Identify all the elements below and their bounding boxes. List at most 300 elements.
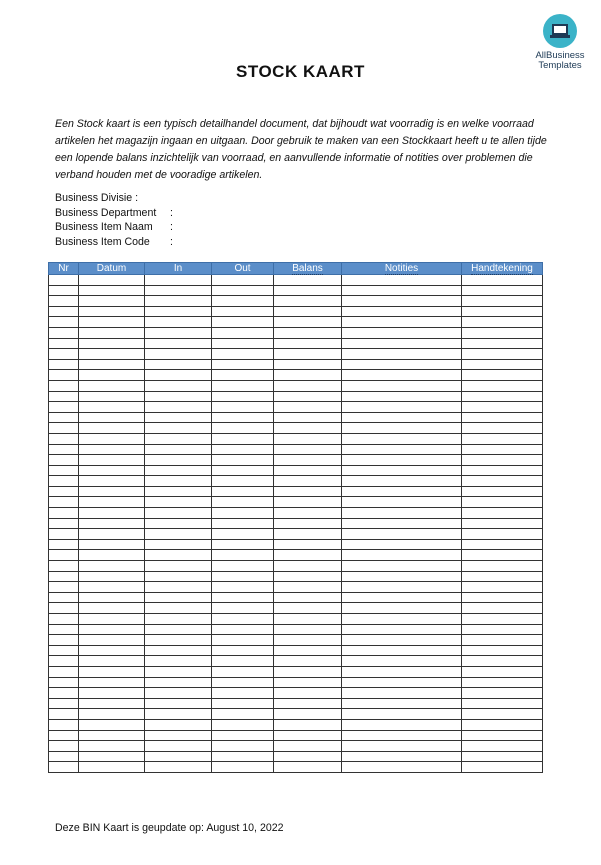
table-cell[interactable] [79,751,145,762]
table-cell[interactable] [145,465,212,476]
table-cell[interactable] [274,317,342,328]
table-cell[interactable] [274,656,342,667]
table-cell[interactable] [462,486,543,497]
table-cell[interactable] [49,391,79,402]
table-cell[interactable] [145,476,212,487]
table-cell[interactable] [49,709,79,720]
table-cell[interactable] [212,635,274,646]
table-cell[interactable] [342,476,462,487]
table-cell[interactable] [49,719,79,730]
table-cell[interactable] [212,338,274,349]
table-cell[interactable] [212,296,274,307]
table-cell[interactable] [49,635,79,646]
table-cell[interactable] [212,349,274,360]
table-cell[interactable] [274,349,342,360]
table-cell[interactable] [274,380,342,391]
table-cell[interactable] [342,359,462,370]
table-cell[interactable] [274,391,342,402]
table-cell[interactable] [212,518,274,529]
table-cell[interactable] [145,698,212,709]
table-cell[interactable] [274,433,342,444]
table-cell[interactable] [79,719,145,730]
table-cell[interactable] [79,741,145,752]
table-cell[interactable] [49,306,79,317]
table-cell[interactable] [49,476,79,487]
table-cell[interactable] [79,561,145,572]
table-cell[interactable] [145,762,212,773]
table-cell[interactable] [342,338,462,349]
table-cell[interactable] [212,433,274,444]
table-cell[interactable] [79,508,145,519]
table-cell[interactable] [342,624,462,635]
table-cell[interactable] [49,455,79,466]
table-cell[interactable] [274,751,342,762]
table-cell[interactable] [274,465,342,476]
table-cell[interactable] [79,518,145,529]
table-cell[interactable] [342,423,462,434]
table-cell[interactable] [212,539,274,550]
table-cell[interactable] [49,465,79,476]
table-cell[interactable] [212,645,274,656]
table-cell[interactable] [462,444,543,455]
table-cell[interactable] [462,550,543,561]
table-cell[interactable] [342,486,462,497]
table-cell[interactable] [462,338,543,349]
table-cell[interactable] [462,751,543,762]
table-cell[interactable] [212,561,274,572]
table-cell[interactable] [462,582,543,593]
table-cell[interactable] [274,529,342,540]
table-cell[interactable] [462,571,543,582]
table-cell[interactable] [212,666,274,677]
table-cell[interactable] [79,529,145,540]
table-cell[interactable] [274,338,342,349]
table-cell[interactable] [212,476,274,487]
table-cell[interactable] [145,645,212,656]
table-cell[interactable] [145,455,212,466]
table-cell[interactable] [49,275,79,286]
table-cell[interactable] [342,561,462,572]
table-cell[interactable] [462,666,543,677]
table-cell[interactable] [462,508,543,519]
table-cell[interactable] [212,550,274,561]
table-cell[interactable] [79,465,145,476]
table-cell[interactable] [462,592,543,603]
table-cell[interactable] [462,688,543,699]
table-cell[interactable] [49,539,79,550]
table-cell[interactable] [274,677,342,688]
table-cell[interactable] [79,603,145,614]
table-cell[interactable] [49,688,79,699]
table-cell[interactable] [212,444,274,455]
table-cell[interactable] [145,412,212,423]
table-cell[interactable] [462,635,543,646]
table-cell[interactable] [79,412,145,423]
table-cell[interactable] [462,656,543,667]
table-cell[interactable] [145,518,212,529]
table-cell[interactable] [274,730,342,741]
table-cell[interactable] [212,529,274,540]
table-cell[interactable] [462,529,543,540]
table-cell[interactable] [212,359,274,370]
table-cell[interactable] [342,285,462,296]
table-cell[interactable] [212,402,274,413]
table-cell[interactable] [145,433,212,444]
table-cell[interactable] [274,539,342,550]
table-cell[interactable] [145,741,212,752]
table-cell[interactable] [342,645,462,656]
table-cell[interactable] [342,582,462,593]
table-cell[interactable] [462,359,543,370]
table-cell[interactable] [145,592,212,603]
table-cell[interactable] [212,614,274,625]
table-cell[interactable] [145,730,212,741]
table-cell[interactable] [274,571,342,582]
table-cell[interactable] [145,550,212,561]
table-cell[interactable] [79,349,145,360]
table-cell[interactable] [212,730,274,741]
table-cell[interactable] [274,582,342,593]
table-cell[interactable] [212,306,274,317]
table-cell[interactable] [212,624,274,635]
table-cell[interactable] [145,306,212,317]
table-cell[interactable] [49,571,79,582]
table-cell[interactable] [462,730,543,741]
table-cell[interactable] [79,285,145,296]
table-cell[interactable] [145,709,212,720]
table-cell[interactable] [212,677,274,688]
table-cell[interactable] [49,656,79,667]
table-cell[interactable] [462,709,543,720]
table-cell[interactable] [274,592,342,603]
table-cell[interactable] [145,391,212,402]
table-cell[interactable] [342,677,462,688]
table-cell[interactable] [145,402,212,413]
table-cell[interactable] [274,719,342,730]
table-cell[interactable] [79,317,145,328]
table-cell[interactable] [274,370,342,381]
table-cell[interactable] [49,518,79,529]
table-cell[interactable] [212,380,274,391]
table-cell[interactable] [79,296,145,307]
table-cell[interactable] [462,306,543,317]
table-cell[interactable] [462,455,543,466]
table-cell[interactable] [212,571,274,582]
table-cell[interactable] [212,762,274,773]
table-cell[interactable] [274,561,342,572]
table-cell[interactable] [145,285,212,296]
table-cell[interactable] [79,497,145,508]
table-cell[interactable] [49,327,79,338]
table-cell[interactable] [49,666,79,677]
table-cell[interactable] [145,561,212,572]
table-cell[interactable] [274,688,342,699]
table-cell[interactable] [212,412,274,423]
table-cell[interactable] [342,508,462,519]
table-cell[interactable] [49,603,79,614]
table-cell[interactable] [145,444,212,455]
table-cell[interactable] [342,741,462,752]
table-cell[interactable] [79,306,145,317]
table-cell[interactable] [145,603,212,614]
table-cell[interactable] [274,635,342,646]
table-cell[interactable] [49,359,79,370]
table-cell[interactable] [145,571,212,582]
table-cell[interactable] [79,582,145,593]
table-cell[interactable] [212,656,274,667]
table-cell[interactable] [145,656,212,667]
table-cell[interactable] [79,624,145,635]
table-cell[interactable] [274,645,342,656]
table-cell[interactable] [212,275,274,286]
table-cell[interactable] [462,476,543,487]
table-cell[interactable] [145,624,212,635]
table-cell[interactable] [145,508,212,519]
table-cell[interactable] [342,402,462,413]
table-cell[interactable] [274,327,342,338]
table-cell[interactable] [462,391,543,402]
table-cell[interactable] [462,741,543,752]
table-cell[interactable] [145,317,212,328]
table-cell[interactable] [79,444,145,455]
table-cell[interactable] [274,614,342,625]
table-cell[interactable] [274,497,342,508]
table-cell[interactable] [342,296,462,307]
table-cell[interactable] [342,317,462,328]
table-cell[interactable] [274,486,342,497]
table-cell[interactable] [49,645,79,656]
table-cell[interactable] [462,698,543,709]
table-cell[interactable] [49,412,79,423]
table-cell[interactable] [49,444,79,455]
table-cell[interactable] [342,306,462,317]
table-cell[interactable] [274,285,342,296]
table-cell[interactable] [342,592,462,603]
table-cell[interactable] [274,518,342,529]
table-cell[interactable] [462,349,543,360]
table-cell[interactable] [79,476,145,487]
table-cell[interactable] [79,677,145,688]
table-cell[interactable] [342,751,462,762]
table-cell[interactable] [49,614,79,625]
table-cell[interactable] [462,614,543,625]
table-cell[interactable] [342,571,462,582]
table-cell[interactable] [79,275,145,286]
table-cell[interactable] [145,539,212,550]
table-cell[interactable] [49,296,79,307]
table-cell[interactable] [274,412,342,423]
table-cell[interactable] [212,751,274,762]
table-cell[interactable] [274,455,342,466]
table-cell[interactable] [342,444,462,455]
table-cell[interactable] [342,603,462,614]
table-cell[interactable] [462,719,543,730]
table-cell[interactable] [145,370,212,381]
table-cell[interactable] [462,465,543,476]
table-cell[interactable] [49,508,79,519]
table-cell[interactable] [342,688,462,699]
table-cell[interactable] [212,455,274,466]
table-cell[interactable] [212,370,274,381]
table-cell[interactable] [342,529,462,540]
table-cell[interactable] [79,327,145,338]
table-cell[interactable] [342,730,462,741]
table-cell[interactable] [79,614,145,625]
table-cell[interactable] [49,402,79,413]
table-cell[interactable] [49,592,79,603]
table-cell[interactable] [342,550,462,561]
table-cell[interactable] [462,433,543,444]
table-cell[interactable] [145,486,212,497]
table-cell[interactable] [342,433,462,444]
table-cell[interactable] [79,635,145,646]
table-cell[interactable] [274,444,342,455]
table-cell[interactable] [145,338,212,349]
table-cell[interactable] [212,603,274,614]
table-cell[interactable] [462,317,543,328]
table-cell[interactable] [145,666,212,677]
table-cell[interactable] [145,380,212,391]
table-cell[interactable] [145,751,212,762]
table-cell[interactable] [79,709,145,720]
table-cell[interactable] [145,688,212,699]
table-cell[interactable] [79,762,145,773]
table-cell[interactable] [462,275,543,286]
table-cell[interactable] [274,762,342,773]
table-cell[interactable] [274,624,342,635]
table-cell[interactable] [274,666,342,677]
table-cell[interactable] [342,698,462,709]
table-cell[interactable] [212,423,274,434]
table-cell[interactable] [49,550,79,561]
table-cell[interactable] [79,730,145,741]
table-cell[interactable] [462,762,543,773]
table-cell[interactable] [79,391,145,402]
table-cell[interactable] [212,741,274,752]
table-cell[interactable] [145,359,212,370]
table-cell[interactable] [79,380,145,391]
table-cell[interactable] [49,317,79,328]
table-cell[interactable] [79,666,145,677]
table-cell[interactable] [342,412,462,423]
table-cell[interactable] [145,614,212,625]
table-cell[interactable] [462,296,543,307]
table-cell[interactable] [462,677,543,688]
table-cell[interactable] [212,317,274,328]
table-cell[interactable] [212,285,274,296]
table-cell[interactable] [212,486,274,497]
table-cell[interactable] [342,349,462,360]
table-cell[interactable] [274,275,342,286]
table-cell[interactable] [462,412,543,423]
table-cell[interactable] [342,614,462,625]
table-cell[interactable] [49,624,79,635]
table-cell[interactable] [79,370,145,381]
table-cell[interactable] [79,688,145,699]
table-cell[interactable] [212,497,274,508]
table-cell[interactable] [342,762,462,773]
table-cell[interactable] [274,508,342,519]
table-cell[interactable] [79,550,145,561]
table-cell[interactable] [49,433,79,444]
table-cell[interactable] [79,338,145,349]
table-cell[interactable] [462,402,543,413]
table-cell[interactable] [462,624,543,635]
table-cell[interactable] [145,582,212,593]
table-cell[interactable] [49,561,79,572]
table-cell[interactable] [145,296,212,307]
table-cell[interactable] [49,730,79,741]
table-cell[interactable] [342,275,462,286]
table-cell[interactable] [145,275,212,286]
table-cell[interactable] [342,656,462,667]
table-cell[interactable] [79,423,145,434]
table-cell[interactable] [342,518,462,529]
table-cell[interactable] [274,306,342,317]
table-cell[interactable] [342,497,462,508]
table-cell[interactable] [274,709,342,720]
table-cell[interactable] [49,529,79,540]
table-cell[interactable] [49,582,79,593]
table-cell[interactable] [342,709,462,720]
table-cell[interactable] [212,582,274,593]
table-cell[interactable] [462,327,543,338]
table-cell[interactable] [342,370,462,381]
table-cell[interactable] [49,285,79,296]
table-cell[interactable] [145,529,212,540]
table-cell[interactable] [462,645,543,656]
table-cell[interactable] [212,465,274,476]
table-cell[interactable] [145,635,212,646]
table-cell[interactable] [49,349,79,360]
table-cell[interactable] [49,370,79,381]
table-cell[interactable] [212,688,274,699]
table-cell[interactable] [79,698,145,709]
table-cell[interactable] [79,486,145,497]
table-cell[interactable] [274,359,342,370]
table-cell[interactable] [342,391,462,402]
table-cell[interactable] [145,719,212,730]
table-cell[interactable] [212,508,274,519]
table-cell[interactable] [49,677,79,688]
table-cell[interactable] [462,518,543,529]
table-cell[interactable] [212,592,274,603]
table-cell[interactable] [274,423,342,434]
table-cell[interactable] [342,327,462,338]
table-cell[interactable] [145,423,212,434]
table-cell[interactable] [49,741,79,752]
table-cell[interactable] [145,497,212,508]
table-cell[interactable] [342,380,462,391]
table-cell[interactable] [79,539,145,550]
table-cell[interactable] [49,338,79,349]
table-cell[interactable] [145,327,212,338]
table-cell[interactable] [462,285,543,296]
table-cell[interactable] [462,370,543,381]
table-cell[interactable] [79,571,145,582]
table-cell[interactable] [462,497,543,508]
table-cell[interactable] [79,455,145,466]
table-cell[interactable] [49,698,79,709]
table-cell[interactable] [145,349,212,360]
table-cell[interactable] [212,391,274,402]
table-cell[interactable] [274,698,342,709]
table-cell[interactable] [462,561,543,572]
table-cell[interactable] [79,402,145,413]
table-cell[interactable] [212,698,274,709]
table-cell[interactable] [49,423,79,434]
table-cell[interactable] [212,719,274,730]
